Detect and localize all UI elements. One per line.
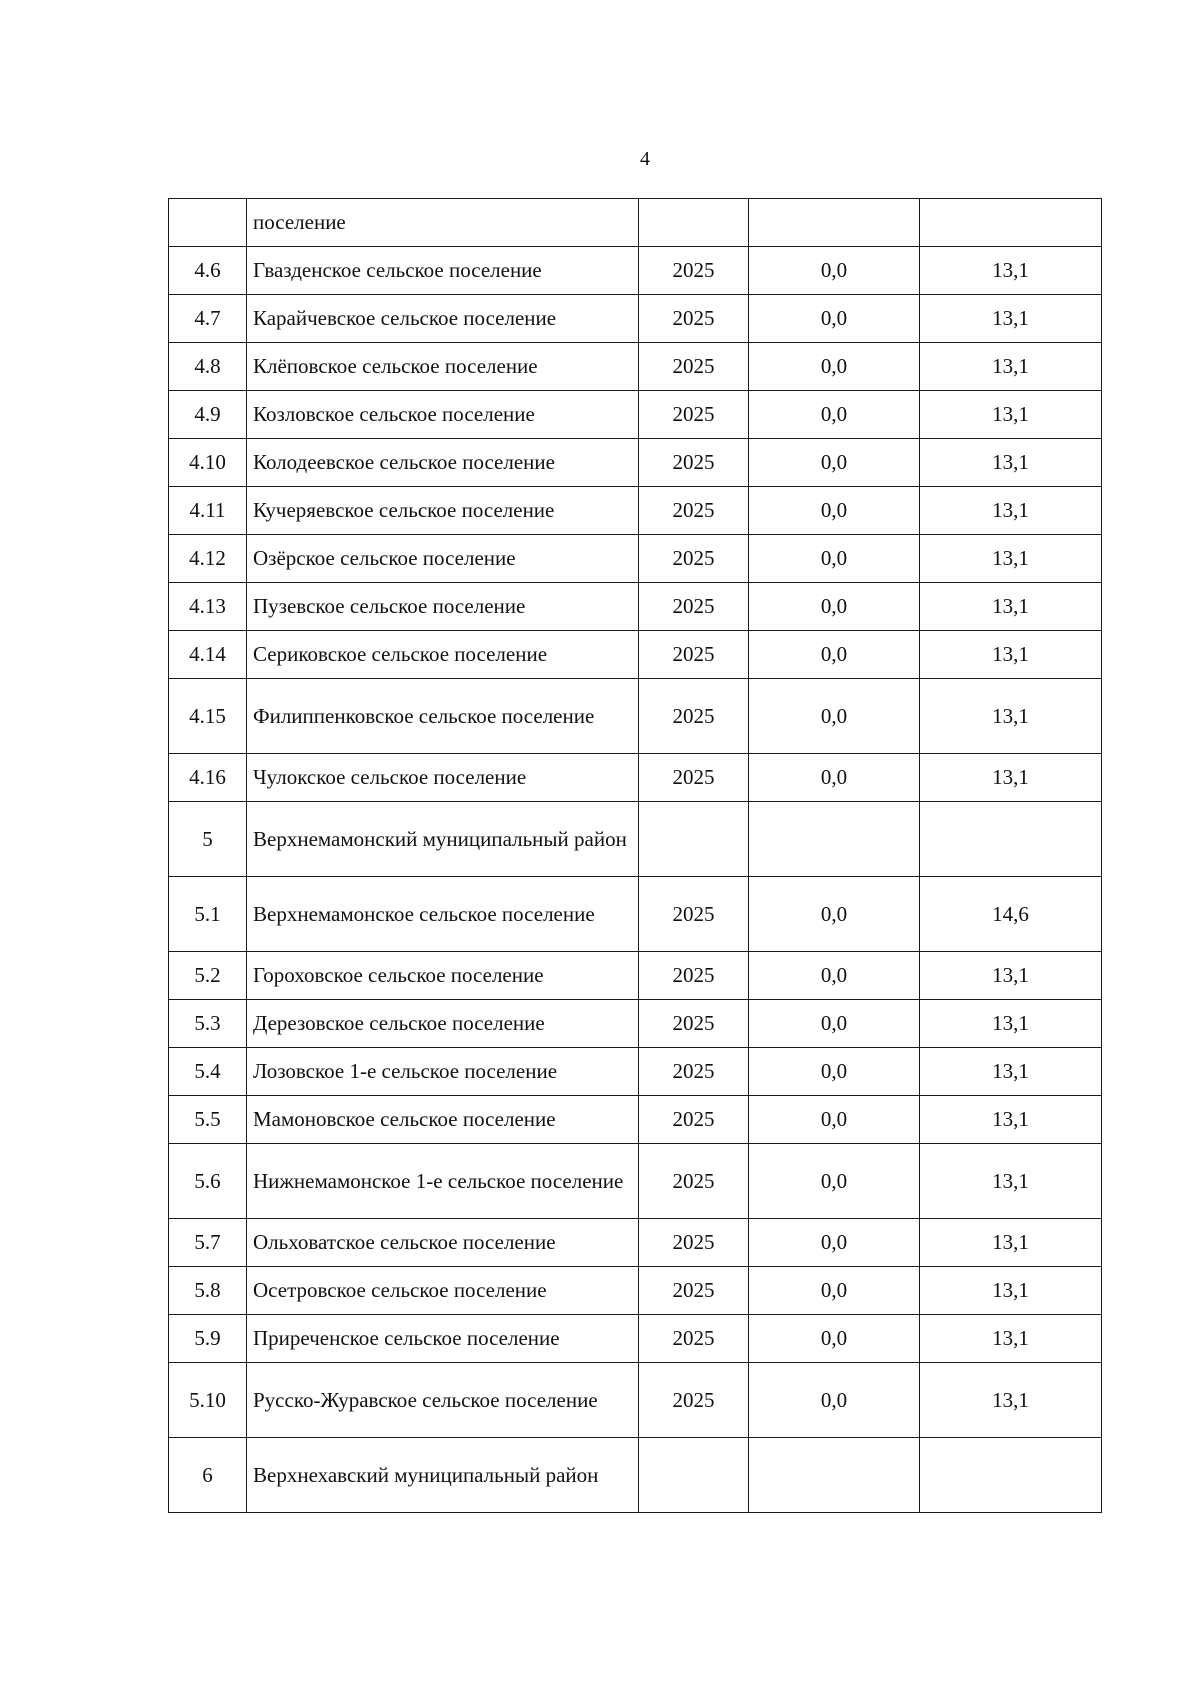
value-2-cell: 13,1 [920, 535, 1102, 583]
value-1-cell: 0,0 [749, 1096, 920, 1144]
value-2-cell [920, 199, 1102, 247]
table-row [169, 952, 1102, 1000]
value-2-cell: 13,1 [920, 1315, 1102, 1363]
settlement-name-cell: Верхнемамонское сельское поселение [247, 877, 639, 952]
settlement-name-cell: Филиппенковское сельское поселение [247, 679, 639, 754]
table-row [169, 247, 1102, 295]
value-1-cell: 0,0 [749, 952, 920, 1000]
year-cell: 2025 [639, 631, 749, 679]
value-1-cell: 0,0 [749, 1048, 920, 1096]
value-2-cell: 13,1 [920, 583, 1102, 631]
settlement-name-cell: Приреченское сельское поселение [247, 1315, 639, 1363]
page-number: 4 [640, 148, 650, 170]
row-number-cell: 4.13 [169, 583, 247, 631]
table-row [169, 343, 1102, 391]
year-cell: 2025 [639, 877, 749, 952]
year-cell: 2025 [639, 1267, 749, 1315]
row-number-cell: 4.15 [169, 679, 247, 754]
value-1-cell: 0,0 [749, 1219, 920, 1267]
row-number-cell: 5.2 [169, 952, 247, 1000]
value-2-cell: 13,1 [920, 1144, 1102, 1219]
value-2-cell [920, 1438, 1102, 1513]
year-cell: 2025 [639, 1000, 749, 1048]
table-row [169, 1363, 1102, 1438]
settlement-name-cell: Верхнехавский муниципальный район [247, 1438, 639, 1513]
value-1-cell: 0,0 [749, 631, 920, 679]
settlement-name-cell: Озёрское сельское поселение [247, 535, 639, 583]
year-cell: 2025 [639, 1048, 749, 1096]
table-row [169, 802, 1102, 877]
value-2-cell: 13,1 [920, 1219, 1102, 1267]
settlement-name-cell: Пузевское сельское поселение [247, 583, 639, 631]
table-body [169, 199, 1102, 1513]
value-2-cell: 13,1 [920, 1363, 1102, 1438]
table-row [169, 1315, 1102, 1363]
table-row [169, 535, 1102, 583]
settlement-name-cell: Ольховатское сельское поселение [247, 1219, 639, 1267]
value-2-cell: 13,1 [920, 952, 1102, 1000]
year-cell [639, 1438, 749, 1513]
row-number-cell: 5.1 [169, 877, 247, 952]
value-1-cell: 0,0 [749, 1363, 920, 1438]
row-number-cell: 5 [169, 802, 247, 877]
settlement-name-cell: Мамоновское сельское поселение [247, 1096, 639, 1144]
year-cell: 2025 [639, 1315, 749, 1363]
value-1-cell: 0,0 [749, 295, 920, 343]
value-2-cell: 14,6 [920, 877, 1102, 952]
table-row [169, 1096, 1102, 1144]
value-1-cell: 0,0 [749, 343, 920, 391]
settlement-name-cell: Верхнемамонский муниципальный район [247, 802, 639, 877]
value-1-cell [749, 1438, 920, 1513]
value-2-cell: 13,1 [920, 247, 1102, 295]
value-1-cell [749, 199, 920, 247]
value-2-cell: 13,1 [920, 754, 1102, 802]
row-number-cell: 5.10 [169, 1363, 247, 1438]
value-1-cell: 0,0 [749, 535, 920, 583]
settlement-name-cell: поселение [247, 199, 639, 247]
row-number-cell: 4.8 [169, 343, 247, 391]
table-row [169, 391, 1102, 439]
table-row [169, 1438, 1102, 1513]
row-number-cell: 5.5 [169, 1096, 247, 1144]
value-2-cell: 13,1 [920, 1048, 1102, 1096]
settlement-name-cell: Нижнемамонское 1-е сельское поселение [247, 1144, 639, 1219]
year-cell: 2025 [639, 679, 749, 754]
table-row [169, 1048, 1102, 1096]
row-number-cell: 4.9 [169, 391, 247, 439]
table-row [169, 754, 1102, 802]
value-1-cell: 0,0 [749, 391, 920, 439]
year-cell: 2025 [639, 343, 749, 391]
value-1-cell: 0,0 [749, 487, 920, 535]
year-cell: 2025 [639, 391, 749, 439]
row-number-cell: 4.16 [169, 754, 247, 802]
row-number-cell: 5.4 [169, 1048, 247, 1096]
value-1-cell: 0,0 [749, 439, 920, 487]
table-row [169, 679, 1102, 754]
row-number-cell: 5.9 [169, 1315, 247, 1363]
value-2-cell: 13,1 [920, 487, 1102, 535]
year-cell: 2025 [639, 583, 749, 631]
year-cell: 2025 [639, 1144, 749, 1219]
value-1-cell: 0,0 [749, 1000, 920, 1048]
table-row [169, 631, 1102, 679]
settlement-name-cell: Русско-Журавское сельское поселение [247, 1363, 639, 1438]
row-number-cell: 4.14 [169, 631, 247, 679]
year-cell: 2025 [639, 295, 749, 343]
year-cell: 2025 [639, 1363, 749, 1438]
value-2-cell: 13,1 [920, 391, 1102, 439]
value-2-cell: 13,1 [920, 295, 1102, 343]
year-cell: 2025 [639, 1096, 749, 1144]
table-row [169, 439, 1102, 487]
row-number-cell: 5.3 [169, 1000, 247, 1048]
row-number-cell: 5.6 [169, 1144, 247, 1219]
table-row [169, 1267, 1102, 1315]
value-2-cell: 13,1 [920, 439, 1102, 487]
row-number-cell: 6 [169, 1438, 247, 1513]
table-row [169, 487, 1102, 535]
settlement-name-cell: Колодеевское сельское поселение [247, 439, 639, 487]
table-row [169, 1144, 1102, 1219]
value-1-cell: 0,0 [749, 679, 920, 754]
year-cell [639, 199, 749, 247]
year-cell: 2025 [639, 754, 749, 802]
row-number-cell: 4.11 [169, 487, 247, 535]
value-2-cell: 13,1 [920, 1267, 1102, 1315]
value-2-cell: 13,1 [920, 343, 1102, 391]
row-number-cell: 5.7 [169, 1219, 247, 1267]
year-cell: 2025 [639, 247, 749, 295]
row-number-cell: 4.7 [169, 295, 247, 343]
year-cell: 2025 [639, 487, 749, 535]
settlement-name-cell: Сериковское сельское поселение [247, 631, 639, 679]
year-cell: 2025 [639, 439, 749, 487]
settlement-name-cell: Кучеряевское сельское поселение [247, 487, 639, 535]
settlement-name-cell: Лозовское 1-е сельское поселение [247, 1048, 639, 1096]
value-2-cell: 13,1 [920, 1096, 1102, 1144]
settlement-name-cell: Чулокское сельское поселение [247, 754, 639, 802]
table-row [169, 1000, 1102, 1048]
value-2-cell [920, 802, 1102, 877]
row-number-cell: 4.6 [169, 247, 247, 295]
value-2-cell: 13,1 [920, 679, 1102, 754]
row-number-cell: 5.8 [169, 1267, 247, 1315]
table-row [169, 877, 1102, 952]
settlement-name-cell: Гороховское сельское поселение [247, 952, 639, 1000]
settlement-name-cell: Козловское сельское поселение [247, 391, 639, 439]
settlement-name-cell: Гвазденское сельское поселение [247, 247, 639, 295]
value-1-cell: 0,0 [749, 247, 920, 295]
value-1-cell: 0,0 [749, 1267, 920, 1315]
settlement-name-cell: Дерезовское сельское поселение [247, 1000, 639, 1048]
year-cell [639, 802, 749, 877]
year-cell: 2025 [639, 952, 749, 1000]
value-1-cell: 0,0 [749, 754, 920, 802]
value-2-cell: 13,1 [920, 1000, 1102, 1048]
settlements-table [168, 198, 1102, 1513]
table-row [169, 583, 1102, 631]
value-1-cell: 0,0 [749, 1144, 920, 1219]
value-1-cell: 0,0 [749, 583, 920, 631]
year-cell: 2025 [639, 535, 749, 583]
settlement-name-cell: Клёповское сельское поселение [247, 343, 639, 391]
year-cell: 2025 [639, 1219, 749, 1267]
value-1-cell [749, 802, 920, 877]
value-2-cell: 13,1 [920, 631, 1102, 679]
row-number-cell: 4.10 [169, 439, 247, 487]
settlement-name-cell: Карайчевское сельское поселение [247, 295, 639, 343]
settlement-name-cell: Осетровское сельское поселение [247, 1267, 639, 1315]
value-1-cell: 0,0 [749, 877, 920, 952]
table-row [169, 199, 1102, 247]
table-row [169, 1219, 1102, 1267]
row-number-cell: 4.12 [169, 535, 247, 583]
value-1-cell: 0,0 [749, 1315, 920, 1363]
table-row [169, 295, 1102, 343]
row-number-cell [169, 199, 247, 247]
